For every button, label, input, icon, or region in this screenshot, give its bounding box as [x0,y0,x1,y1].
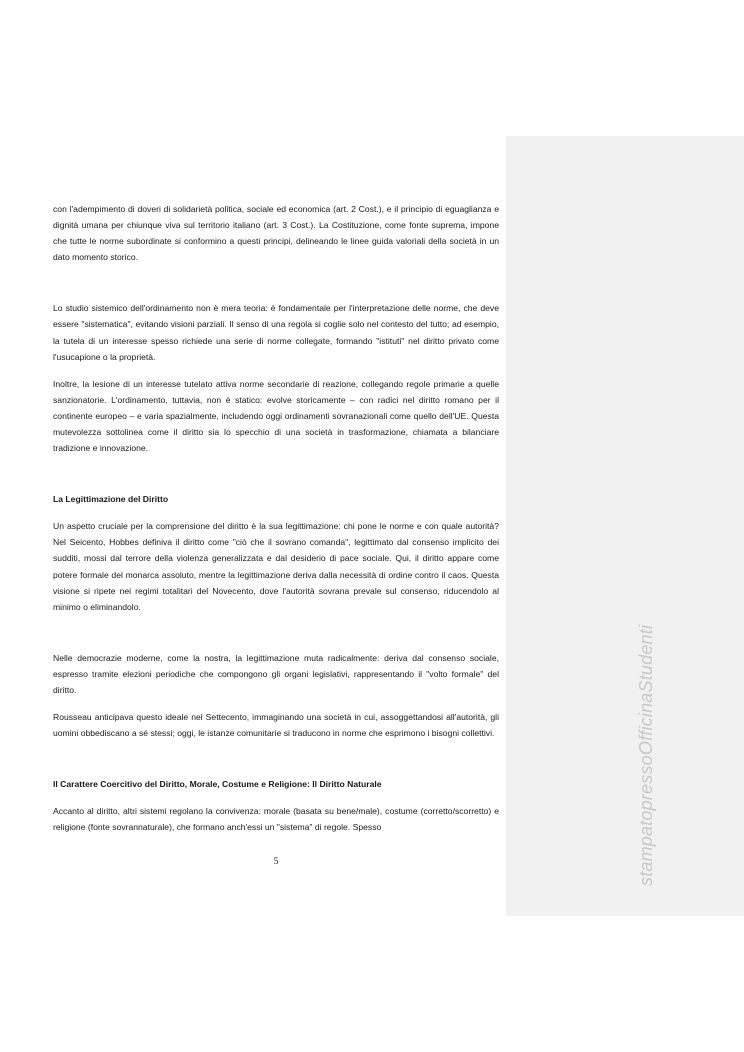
paragraph: con l'adempimento di doveri di solidarietà politica, sociale ed economica (art. 2 Cost.), e il principio di eguaglianza e dignità umana per chiunque viva sul territorio italiano (art. 3 Cost.). La Costituzione, come fonte suprema, impone che tutte le norme subordinate si conformino a questi principi, delineando le linee guida valoriali della società in un dato momento storico. [53,204,499,263]
section-heading: La Legittimazione del Diritto [53,494,169,505]
page-number: 5 [273,857,279,867]
comment-margin-panel [506,136,744,916]
paragraph: Inoltre, la lesione di un interesse tutelato attiva norme secondarie di reazione, collegando regole primarie a quelle sanzionatorie. L'ordinamento, tuttavia, non è statico: evolve storicamente – con radici nel diritto romano per il continente europeo – e varia spazialmente, includendo oggi ordinamenti sovranazionali come quello dell'UE. Questa mutevolezza sottolinea come il diritto sia lo specchio di una società in trasformazione, chiamata a bilanciare tradizione e innovazione. [53,378,499,454]
paragraph: Nelle democrazie moderne, come la nostra, la legittimazione muta radicalmente: deriva dal consenso sociale, espresso tramite elezioni periodiche che compongono gli organi legislativi, rappresentando il "volto formale" del diritto. [53,652,499,695]
paragraph: Rousseau anticipava questo ideale nel Settecento, immaginando una società in cui, assoggettandosi all'autorità, gli uomini obbediscano a sé stessi; oggi, le istanze comunitarie si traducono in norme che esprimono i bisogni collettivi. [53,712,499,739]
page-body [53,201,499,835]
section-heading: Il Carattere Coercitivo del Diritto, Morale, Costume e Religione: Il Diritto Naturale [53,779,382,790]
paragraph: Un aspetto cruciale per la comprensione del diritto è la sua legittimazione: chi pone le norme e con quale autorità? Nel Seicento, Hobbes definiva il diritto come "ciò che il sovrano comanda", legittimato dal consenso implicito dei sudditi, mossi dal terrore della violenza generalizzata e dal desiderio di pace sociale. Qui, il diritto appare come potere formale del monarca assoluto, mentre la legittimazione deriva dalla necessità di ordine contro il caos. Questa visione si ripete nei regimi totalitari del Novecento, dove l'autorità sovrana prevale sul consenso, riducendolo al minimo o eliminandolo. [53,521,499,612]
paragraph: Accanto al diritto, altri sistemi regolano la convivenza: morale (basata su bene/male), costume (corretto/scorretto) e religione (fonte sovrannaturale), che formano anch'essi un "sistema" di regole. Spesso [53,806,499,833]
paragraph: Lo studio sistemico dell'ordinamento non è mera teoria: è fondamentale per l'interpretazione delle norme, che deve essere "sistematica", evitando visioni parziali. Il senso di una regola si coglie solo nel contesto del tutto; ad esempio, la tutela di un interesse spesso richiede una serie di norme collegate, formando "istituti" nel diritto privato come l'usucapione o la proprietà. [53,303,499,362]
watermark-text: stampatopressoOfficinaStudenti [636,624,656,886]
